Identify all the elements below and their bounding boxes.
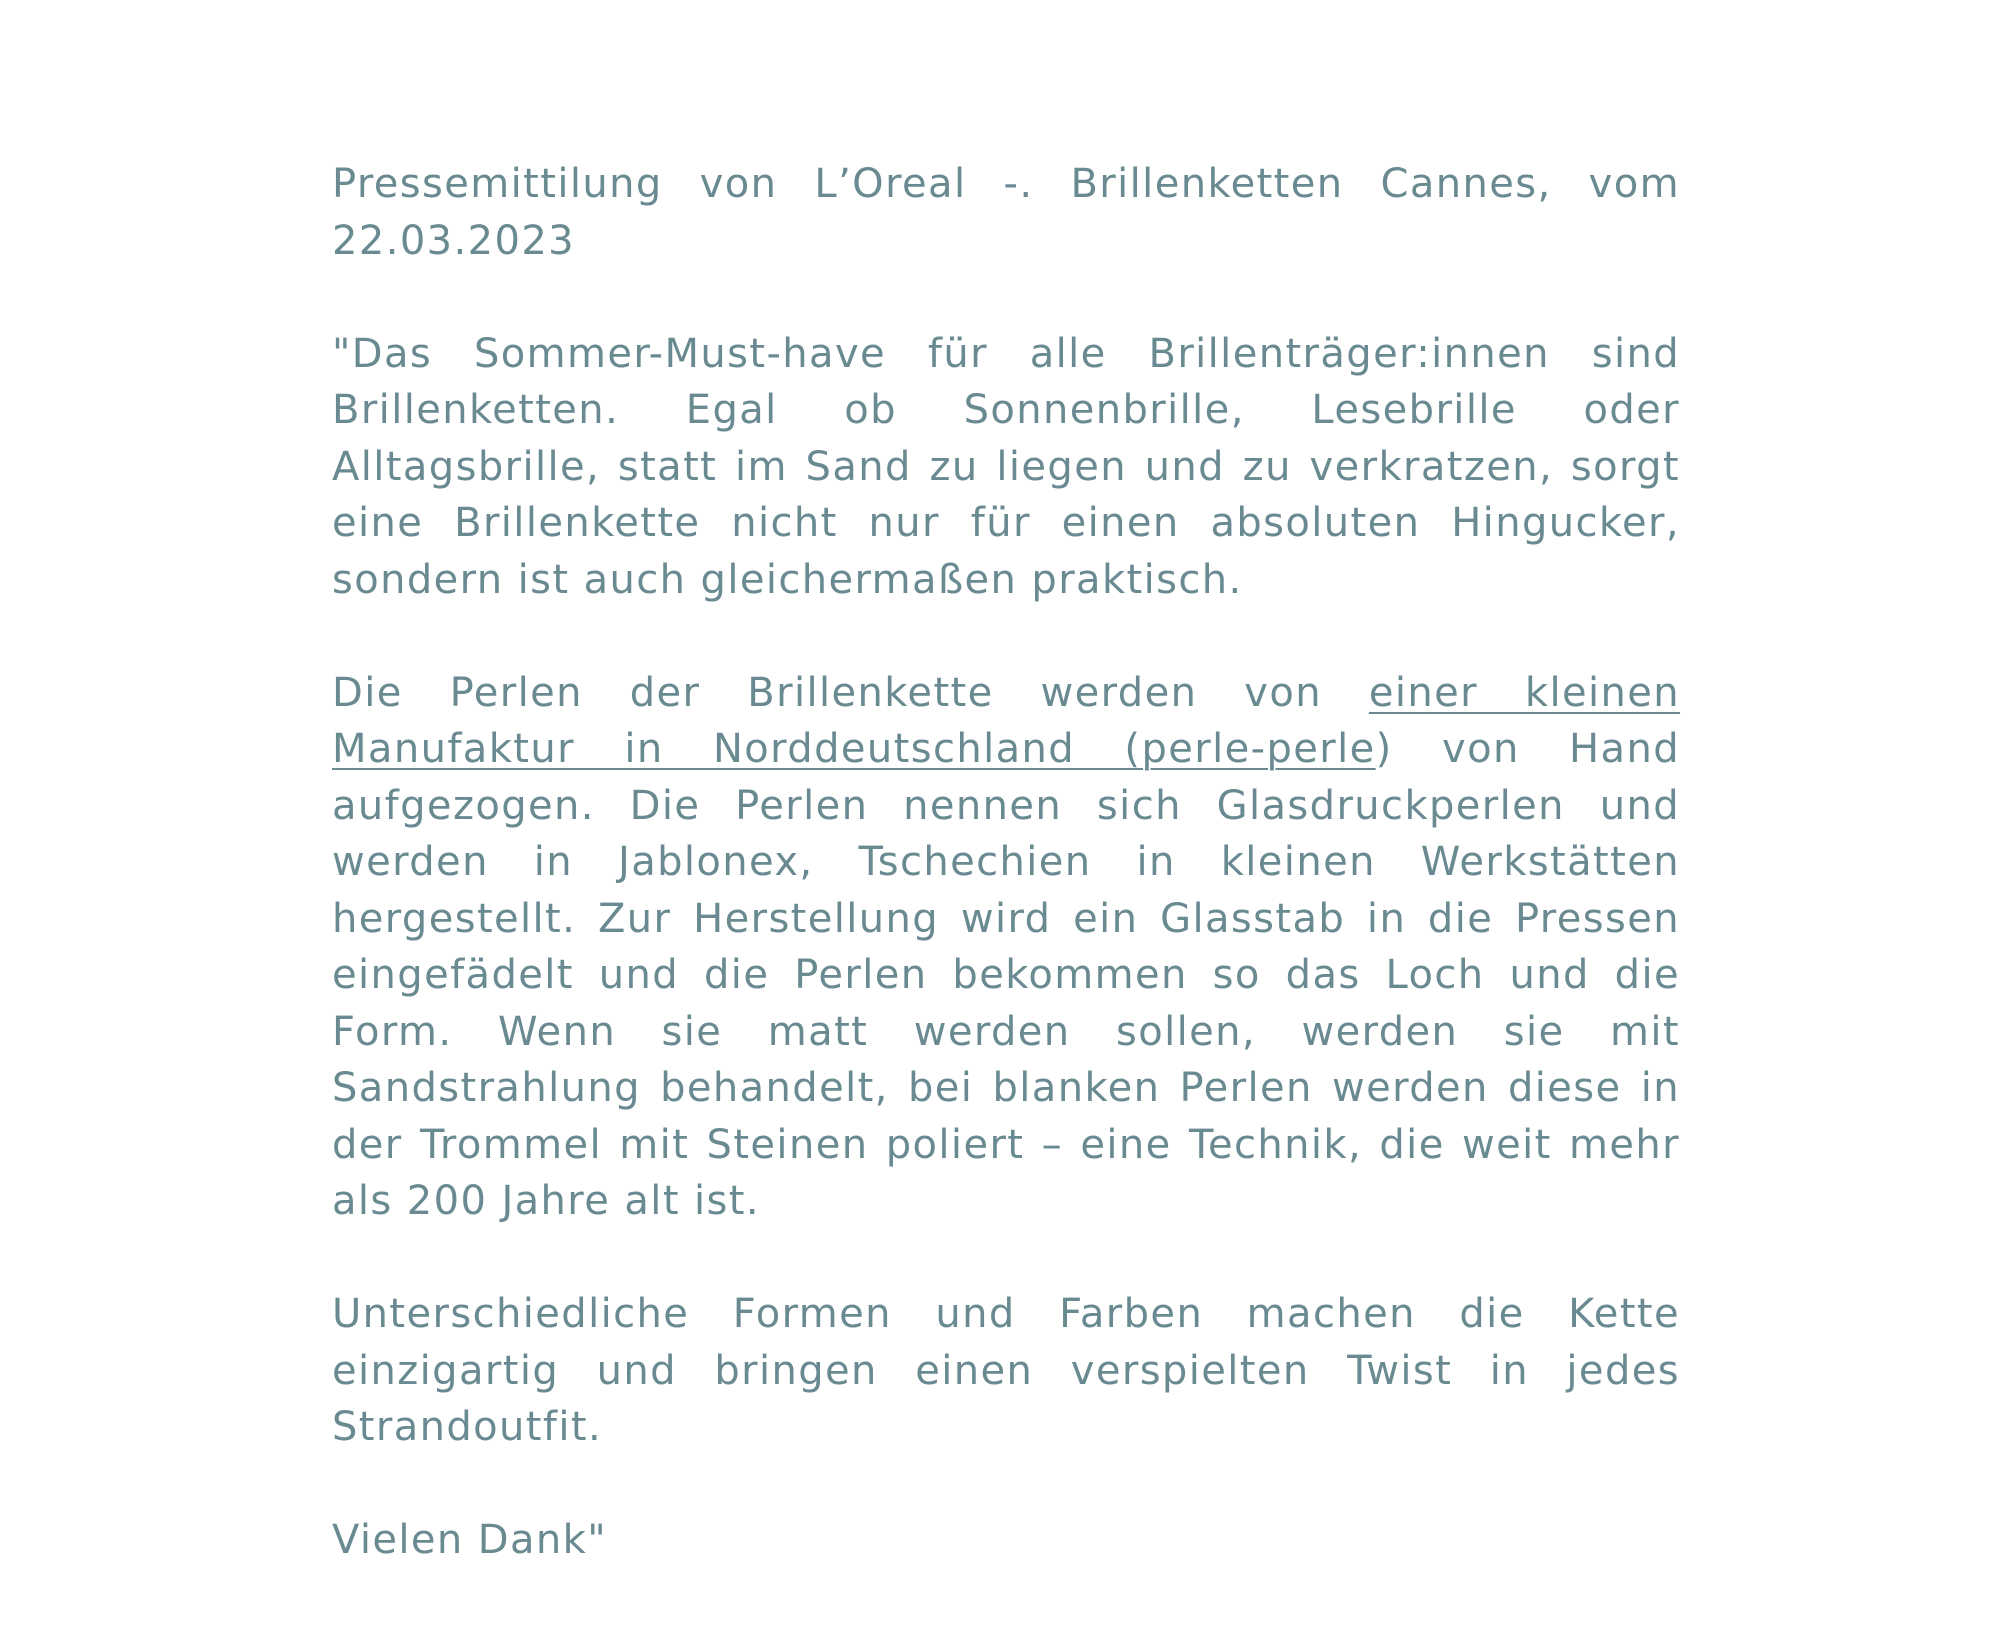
intro-paragraph: "Das Sommer-Must-have für alle Brillenträger:innen sind Brillenketten. Egal ob Sonnenbrille, Lesebrille oder Alltagsbrille, statt im Sand zu liegen und zu verkratzen, sorgt eine Brillenkette nicht nur für einen absoluten Hingucker, sondern ist auch gleichermaßen praktisch. [332,330,1680,603]
manufacturing-text-after-link: ) von Hand aufgezogen. Die Perlen nennen sich Glasdruckperlen und werden in Jablonex, Tschechien in kleinen Werkstätten hergestellt. Zur Herstellung wird ein Glasstab in die Pressen eingefädelt und die Perlen bekommen so das Loch und die Form. Wenn sie matt werden sollen, werden sie mit Sandstrahlung behandelt, bei blanken Perlen werden diese in der Trommel mit Steinen poliert – eine Technik, die weit mehr als 200 Jahre alt ist. [332,726,1680,1224]
press-release-document [332,156,1680,1625]
document-heading: Pressemittilung von L’Oreal -. Brillenketten Cannes, vom 22.03.2023 [332,161,1680,264]
manufacturing-text-before-link: Die Perlen der Brillenkette werden von [332,669,1369,716]
closing-line: Vielen Dank" [332,1517,608,1563]
manufacturing-paragraph [332,665,1680,1230]
manufaktur-link[interactable]: einer kleinen Manufaktur in Norddeutschland (perle-perle [332,669,1681,772]
forms-colors-paragraph: Unterschiedliche Formen und Farben machen die Kette einzigartig und bringen einen verspielten Twist in jedes Strandoutfit. [332,1291,1680,1450]
